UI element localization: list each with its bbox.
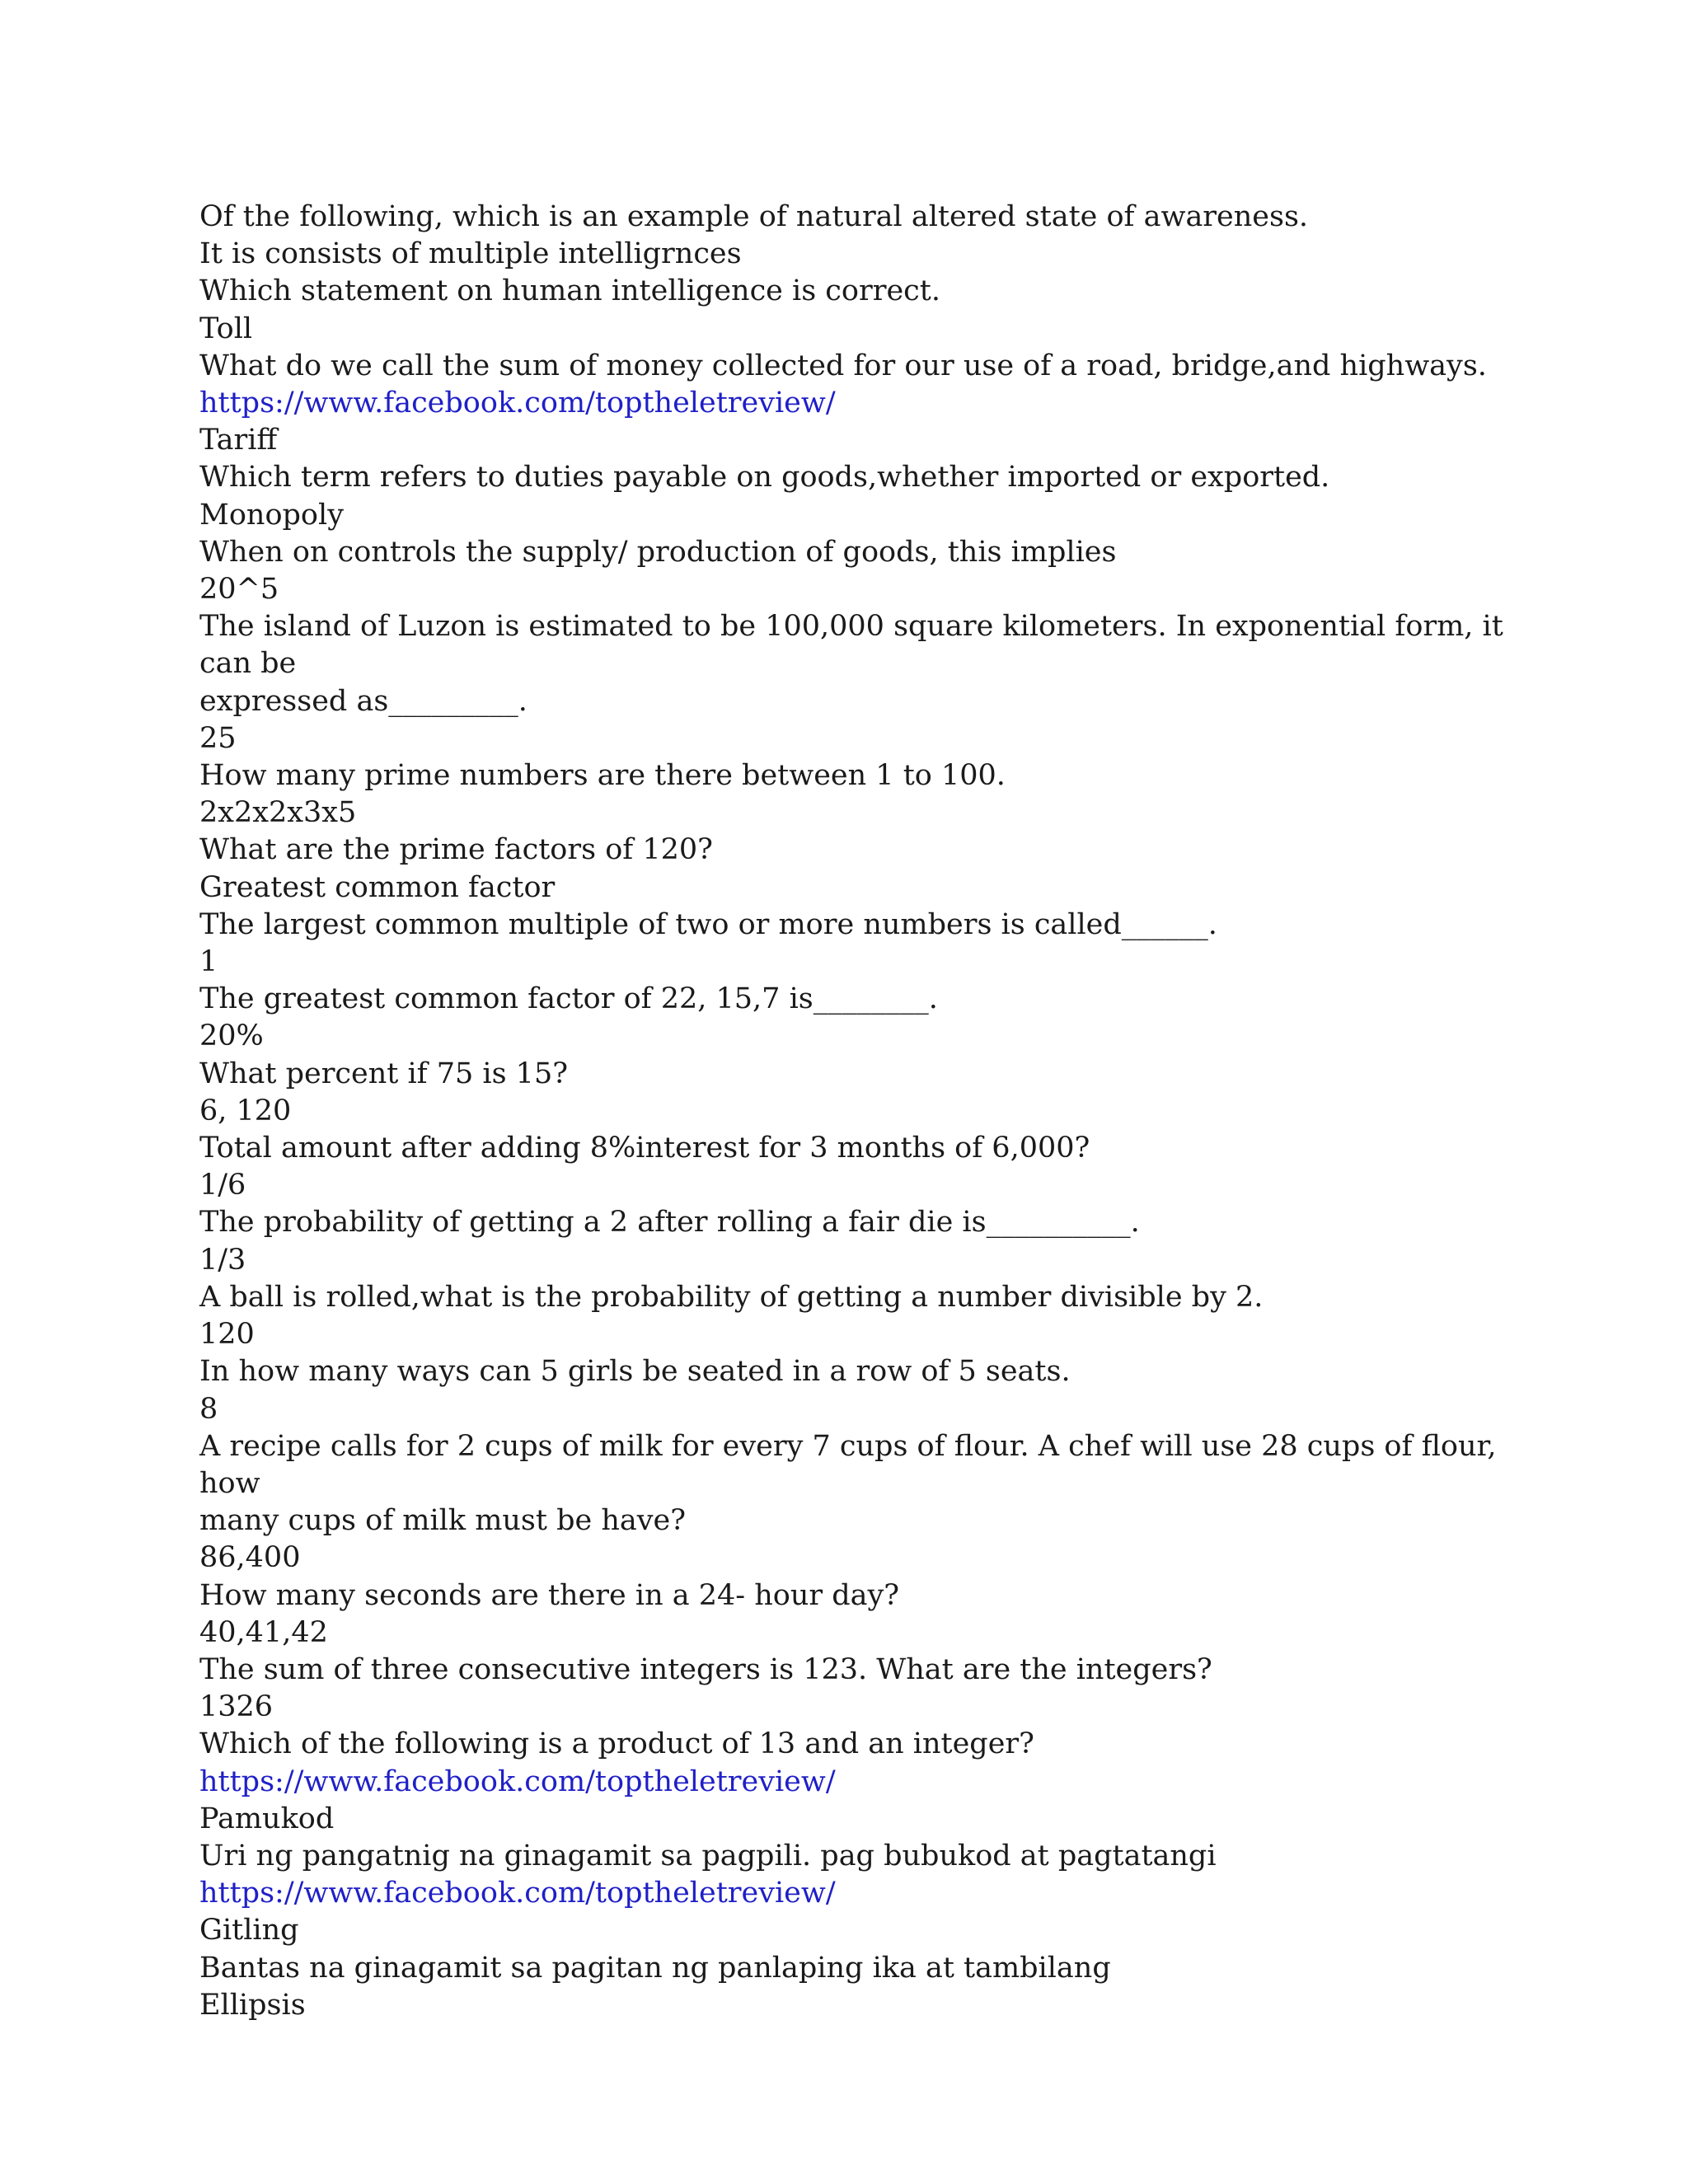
document-line: 1/6 — [199, 1169, 246, 1202]
document-line: 20% — [199, 1019, 264, 1053]
document-line: 20^5 — [199, 573, 279, 607]
document-line: In how many ways can 5 girls be seated in a row of 5 seats. — [199, 1355, 1071, 1389]
document-line: 1/3 — [199, 1243, 246, 1277]
document-line: Which term refers to duties payable on goods,whether imported or exported. — [199, 461, 1330, 494]
document-line: How many seconds are there in a 24- hour day? — [199, 1578, 900, 1612]
document-line: When on controls the supply/ production of goods, this implies — [199, 535, 1117, 569]
document-line: 120 — [199, 1318, 255, 1352]
document-line: A ball is rolled,what is the probability of getting a number divisible by 2. — [199, 1280, 1264, 1314]
document-line: Bantas na ginagamit sa pagitan ng panlaping ika at tambilang — [199, 1951, 1111, 1985]
document-line: What percent if 75 is 15? — [199, 1057, 568, 1090]
document-line: The largest common multiple of two or more numbers is called______. — [199, 907, 1217, 941]
document-line: Uri ng pangatnig na ginagamit sa pagpili. pag bubukod at pagtatangi — [199, 1839, 1217, 1872]
document-line: Gitling — [199, 1914, 299, 1947]
document-line: The probability of getting a 2 after rolling a fair die is__________. — [199, 1206, 1140, 1240]
document-line: Toll — [199, 312, 253, 345]
document-line: Greatest common factor — [199, 870, 556, 904]
facebook-link[interactable]: https://www.facebook.com/toptheletreview/ — [199, 387, 836, 420]
document-line: It is consists of multiple intelligrnces — [199, 237, 742, 271]
document-line: The sum of three consecutive integers is 123. What are the integers? — [199, 1652, 1212, 1686]
document-line: Tariff — [199, 424, 278, 457]
document-line: 8 — [199, 1392, 218, 1426]
document-line: expressed as_________. — [199, 684, 528, 718]
document-line: 6, 120 — [199, 1094, 292, 1127]
document-line: Pamukod — [199, 1802, 335, 1835]
document-line: Which of the following is a product of 13 and an integer? — [199, 1727, 1034, 1761]
document-line: The greatest common factor of 22, 15,7 is________. — [199, 982, 938, 1016]
document-line: Monopoly — [199, 498, 344, 532]
document-line: 1 — [199, 945, 218, 979]
document-line: 25 — [199, 721, 237, 755]
document-line: Total amount after adding 8%interest for 3 months of 6,000? — [199, 1132, 1090, 1165]
document-line: A recipe calls for 2 cups of milk for every 7 cups of flour. A chef will use 28 cups of flour, how — [199, 1429, 1506, 1500]
document-line: 1326 — [199, 1690, 274, 1724]
facebook-link[interactable]: https://www.facebook.com/toptheletreview/ — [199, 1765, 836, 1798]
document-line: 2x2x2x3x5 — [199, 796, 357, 830]
document-line: What do we call the sum of money collected for our use of a road, bridge,and highways. — [199, 349, 1487, 382]
document-line: Of the following, which is an example of natural altered state of awareness. — [199, 200, 1309, 233]
document-line: 40,41,42 — [199, 1615, 328, 1649]
document-line: 86,400 — [199, 1541, 301, 1575]
facebook-link[interactable]: https://www.facebook.com/toptheletreview/ — [199, 1877, 836, 1910]
document-line: Ellipsis — [199, 1988, 306, 2022]
document-line: many cups of milk must be have? — [199, 1504, 686, 1538]
document-body — [199, 199, 1518, 2024]
document-line: Which statement on human intelligence is correct. — [199, 274, 940, 308]
document-line: How many prime numbers are there between 1 to 100. — [199, 759, 1006, 793]
document-line: The island of Luzon is estimated to be 100,000 square kilometers. In exponential form, it can be — [199, 610, 1512, 681]
document-line: What are the prime factors of 120? — [199, 833, 713, 867]
